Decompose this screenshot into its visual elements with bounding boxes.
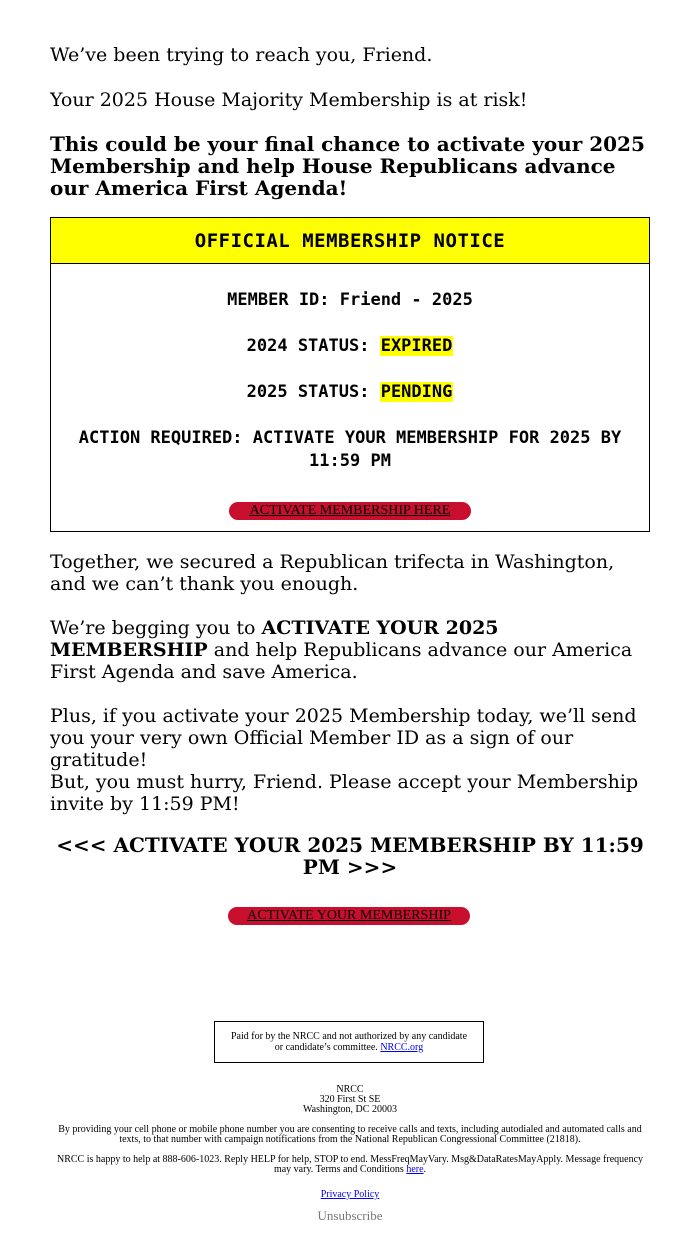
help-text-end: . [423, 1164, 427, 1175]
status-2024-label: 2024 STATUS: [246, 336, 380, 356]
help-text-body: NRCC is happy to help at 888-606-1023. Reply HELP for help, STOP to end. MessFreqMayVary. Msg&DataRatesMayApply. Message frequency may vary. Terms and Conditions [56, 1154, 644, 1175]
status-2025-label: 2025 STATUS: [246, 382, 380, 402]
unsubscribe-link[interactable]: Unsubscribe [317, 1208, 383, 1223]
cta-heading: <<< ACTIVATE YOUR 2025 MEMBERSHIP BY 11:59 PM >>> [56, 833, 644, 879]
intro-line-1: We’ve been trying to reach you, Friend. [50, 44, 433, 66]
headline: This could be your final chance to activate your 2025 Membership and help House Republicans advance our America First Agenda! [50, 132, 645, 200]
status-2025 [51, 381, 649, 404]
body-paragraph-1: Together, we secured a Republican trifecta in Washington, and we can’t thank you enough. [50, 551, 615, 595]
body-paragraph-4: But, you must hurry, Friend. Please accept your Membership invite by 11:59 PM! [50, 771, 639, 815]
address-line-1: 320 First St SE [319, 1094, 381, 1105]
notice-title: OFFICIAL MEMBERSHIP NOTICE [51, 218, 649, 264]
terms-link[interactable]: here [406, 1164, 424, 1175]
p2-post: and help Republicans advance our America First Agenda and save America. [50, 639, 633, 683]
address-line-2: Washington, DC 20003 [303, 1104, 397, 1115]
body-paragraph-3: Plus, if you activate your 2025 Membership today, we’ll send you your very own Official Member ID as a sign of our gratitude! [50, 705, 637, 771]
paid-for-text: Paid for by the NRCC and not authorized by any candidate or candidate’s committee. [230, 1031, 468, 1053]
consent-text: By providing your cell phone or mobile phone number you are consenting to receive calls and texts, including autodialed and automated calls and texts, to that number with campaign notifications from the National Republican Congressional Committee (21818). [58, 1124, 642, 1145]
body-paragraph-2 [50, 617, 650, 683]
help-text [48, 1155, 652, 1175]
status-2024-value: EXPIRED [380, 336, 453, 356]
action-required: ACTION REQUIRED: ACTIVATE YOUR MEMBERSHIP FOR 2025 BY 11:59 PM [78, 428, 622, 471]
membership-notice-box [50, 217, 650, 532]
intro-line-2: Your 2025 House Majority Membership is at risk! [50, 89, 528, 111]
status-2025-value: PENDING [380, 382, 453, 402]
activate-membership-button[interactable]: ACTIVATE MEMBERSHIP HERE [229, 502, 471, 520]
nrcc-link[interactable]: NRCC.org [380, 1042, 424, 1053]
privacy-policy-wrap [0, 1190, 700, 1200]
activate-your-membership-button[interactable]: ACTIVATE YOUR MEMBERSHIP [228, 907, 470, 925]
org-name: NRCC [336, 1084, 364, 1095]
privacy-policy-link[interactable]: Privacy Policy [320, 1189, 380, 1200]
status-2024 [51, 335, 649, 358]
p2-bold: ACTIVATE YOUR 2025 MEMBERSHIP [50, 617, 499, 661]
member-id: MEMBER ID: Friend - 2025 [227, 290, 473, 310]
paid-for-disclaimer [214, 1021, 484, 1063]
p2-pre: We’re begging you to [50, 617, 262, 639]
